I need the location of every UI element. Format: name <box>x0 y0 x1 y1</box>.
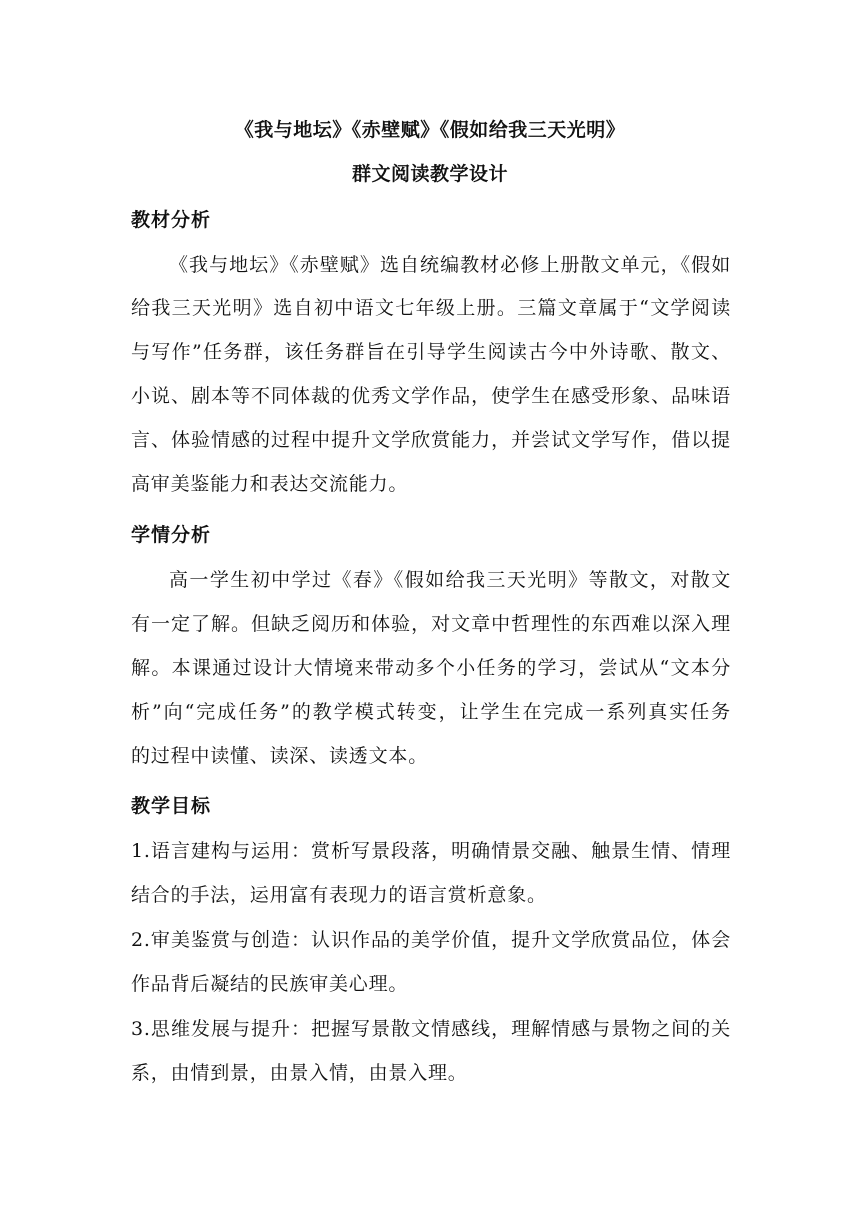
paragraph-line: 的过程中读懂、读深、读透文本。 <box>131 745 429 767</box>
paragraph-line: 解。本课通过设计大情境来带动多个小任务的学习，尝试从“文本分 <box>131 657 731 679</box>
paragraph-line: 高审美鉴能力和表达交流能力。 <box>131 473 409 495</box>
paragraph-line: 有一定了解。但缺乏阅历和体验，对文章中哲理性的东西难以深入理 <box>131 613 731 635</box>
paragraph-line: 给我三天光明》选自初中语文七年级上册。三篇文章属于“文学阅读 <box>131 297 731 319</box>
objective-line: 系，由情到景，由景入情，由景入理。 <box>131 1062 468 1084</box>
paragraph-line: 与写作”任务群，该任务群旨在引导学生阅读古今中外诗歌、散文、 <box>131 341 731 363</box>
objective-line: 1.语言建构与运用：赏析写景段落，明确情景交融、触景生情、情理 <box>131 840 731 862</box>
objective-line: 2.审美鉴赏与创造：认识作品的美学价值，提升文学欣赏品位，体会 <box>131 929 731 951</box>
paragraph-line: 高一学生初中学过《春》《假如给我三天光明》等散文，对散文 <box>169 569 731 591</box>
objective-line: 3.思维发展与提升：把握写景散文情感线，理解情感与景物之间的关 <box>131 1018 731 1040</box>
objective-line: 作品背后凝结的民族审美心理。 <box>131 973 409 995</box>
section-heading-students: 学情分析 <box>131 524 212 546</box>
document-title: 《我与地坛》《赤壁赋》《假如给我三天光明》 <box>234 119 626 141</box>
section-heading-objectives: 教学目标 <box>131 795 212 817</box>
paragraph-line: 言、体验情感的过程中提升文学欣赏能力，并尝试文学写作，借以提 <box>131 429 731 451</box>
paragraph-line: 小说、剧本等不同体裁的优秀文学作品，使学生在感受形象、品味语 <box>131 385 731 407</box>
objective-line: 结合的手法，运用富有表现力的语言赏析意象。 <box>131 884 547 906</box>
paragraph-line: 析”向“完成任务”的教学模式转变，让学生在完成一系列真实任务 <box>131 701 731 723</box>
paragraph-line: 《我与地坛》《赤壁赋》选自统编教材必修上册散文单元，《假如 <box>169 254 731 276</box>
document-subtitle: 群文阅读教学设计 <box>351 163 508 185</box>
section-heading-materials: 教材分析 <box>131 209 212 231</box>
